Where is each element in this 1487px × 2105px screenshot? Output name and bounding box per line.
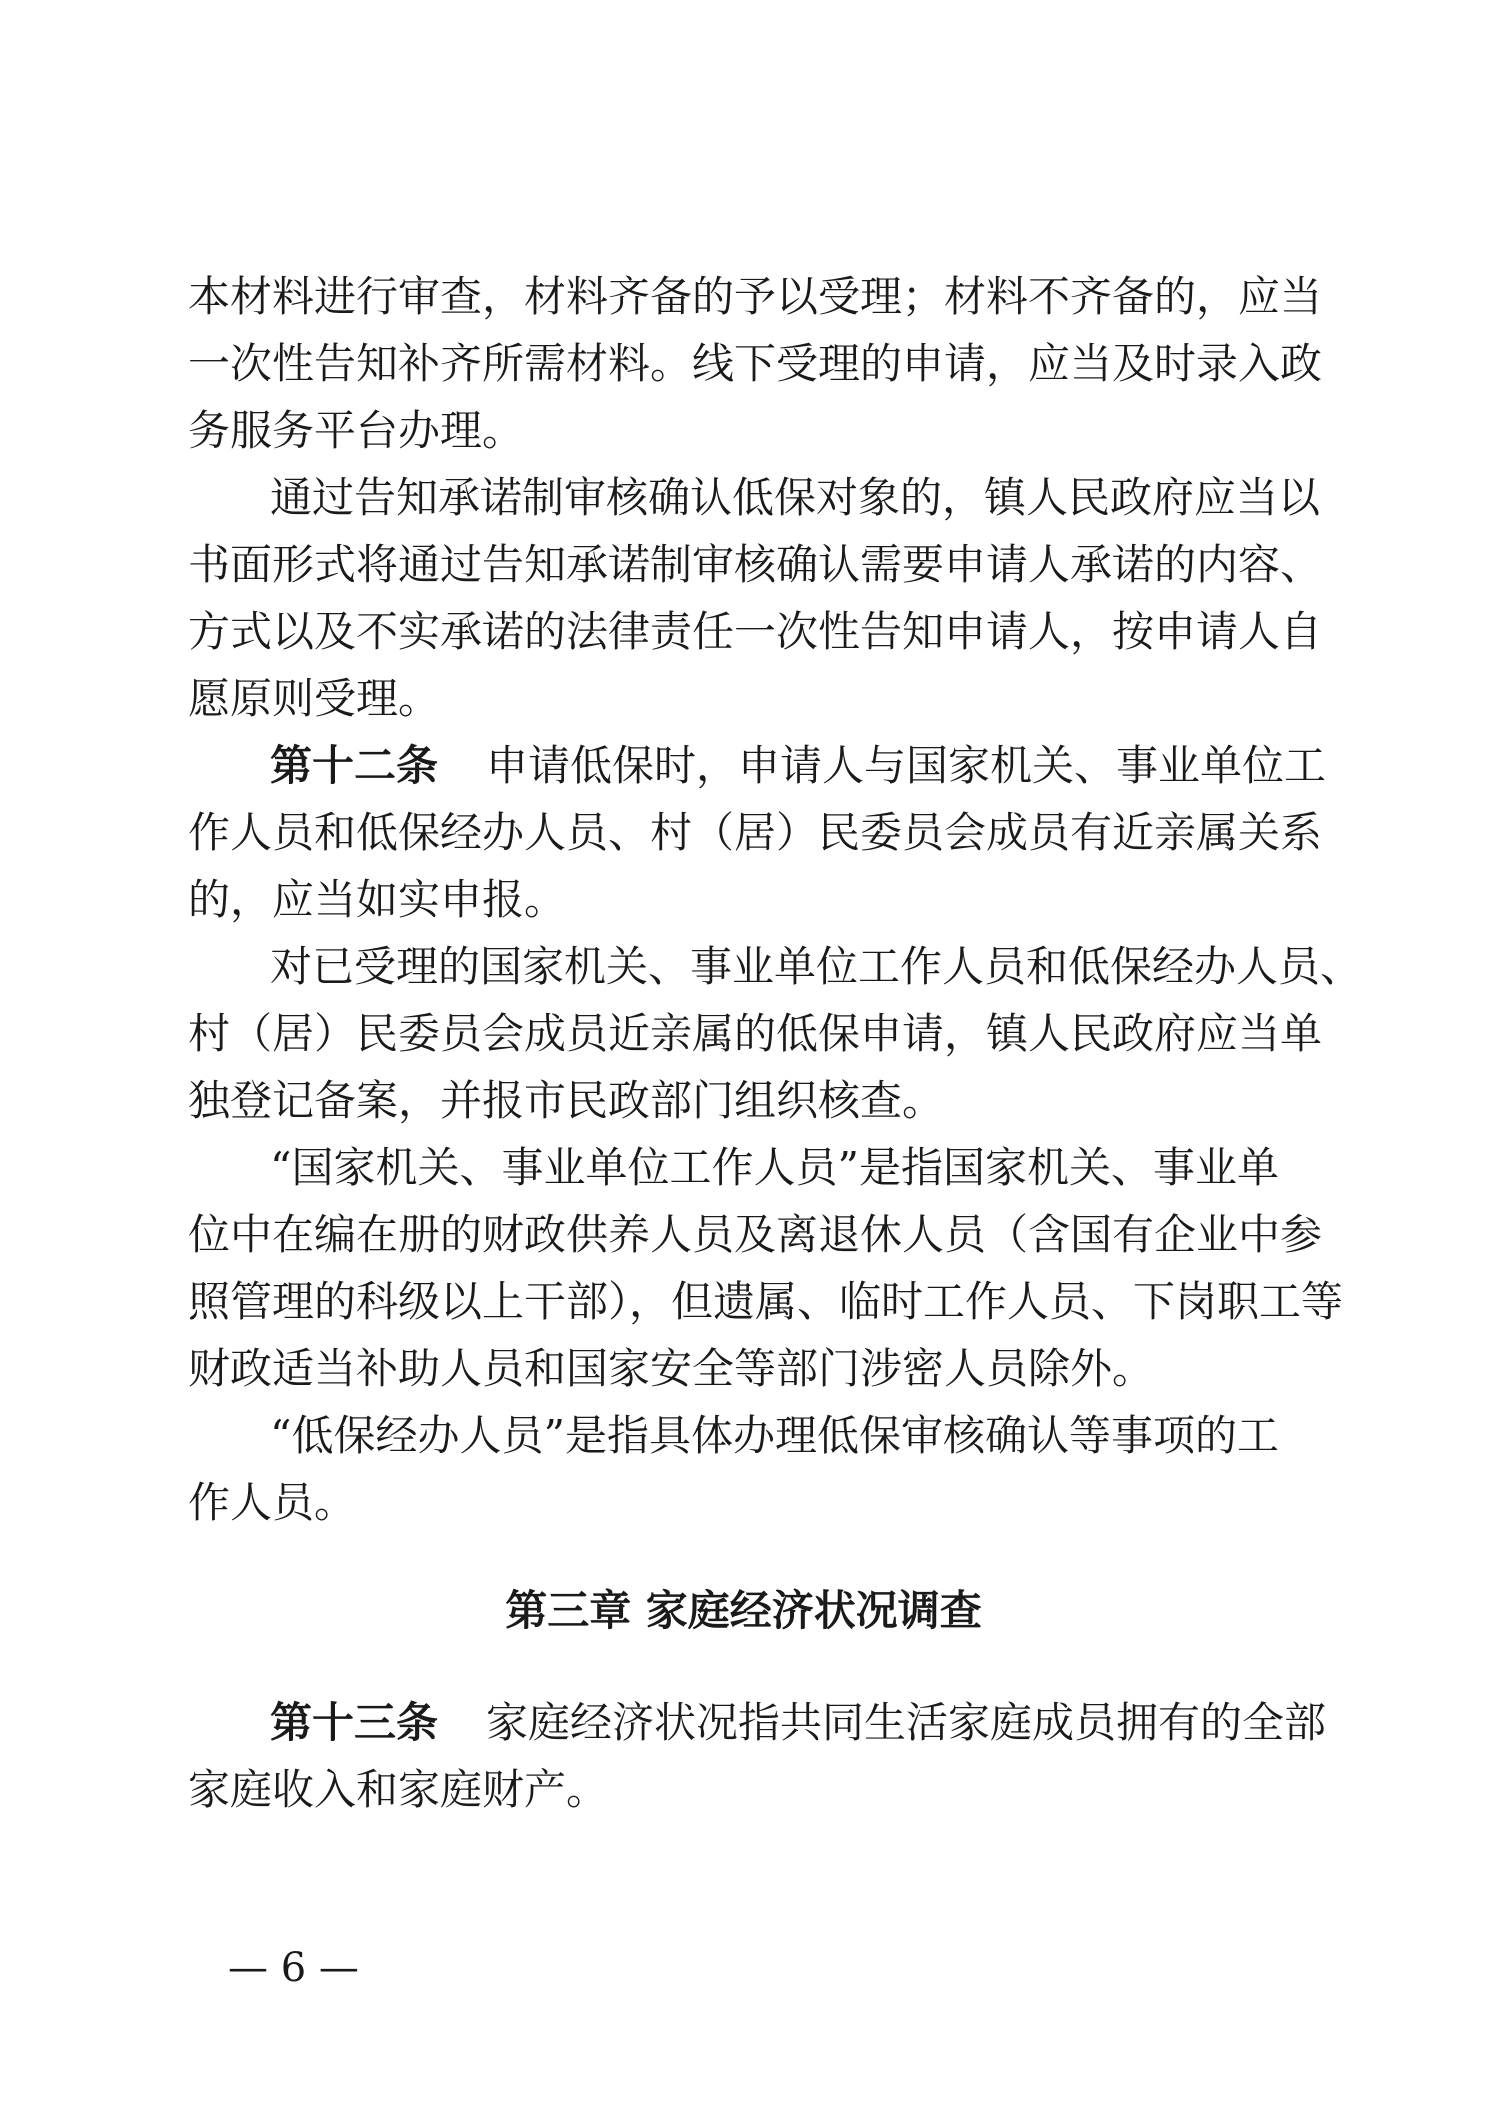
text-line: 通过告知承诺制审核确认低保对象的，镇人民政府应当以 — [270, 473, 1321, 522]
text-line: 村（居）民委员会成员近亲属的低保申请，镇人民政府应当单 — [188, 1009, 1323, 1058]
article-13-first-line — [270, 1698, 1327, 1747]
text-line: 财政适当补助人员和国家安全等部门涉密人员除外。 — [188, 1344, 1155, 1393]
text-line: “低保经办人员”是指具体办理低保审核确认等事项的工 — [270, 1411, 1279, 1460]
text-segment: 家庭经济状况指共同生活家庭成员拥有的全部 — [486, 1698, 1327, 1747]
text-line: “国家机关、事业单位工作人员”是指国家机关、事业单 — [270, 1143, 1279, 1192]
chapter-heading: 第三章 家庭经济状况调查 — [505, 1586, 982, 1635]
article-label: 第十二条 — [270, 741, 439, 790]
text-line: 本材料进行审查，材料齐备的予以受理；材料不齐备的，应当 — [188, 272, 1323, 321]
text-line: 方式以及不实承诺的法律责任一次性告知申请人，按申请人自 — [188, 607, 1323, 656]
text-line: 一次性告知补齐所需材料。线下受理的申请，应当及时录入政 — [188, 339, 1323, 388]
text-line: 照管理的科级以上干部），但遗属、临时工作人员、下岗职工等 — [188, 1277, 1344, 1326]
text-line: 愿原则受理。 — [188, 674, 441, 723]
text-line: 独登记备案，并报市民政部门组织核查。 — [188, 1076, 945, 1125]
article-label: 第十三条 — [270, 1698, 439, 1747]
text-line: 书面形式将通过告知承诺制审核确认需要申请人承诺的内容、 — [188, 540, 1323, 589]
article-12-first-line — [270, 741, 1327, 790]
text-line: 务服务平台办理。 — [188, 406, 525, 455]
page-number: — 6 — — [228, 1945, 359, 1991]
text-line: 位中在编在册的财政供养人员及离退休人员（含国有企业中参 — [188, 1210, 1323, 1259]
text-line: 作人员。 — [188, 1478, 357, 1527]
text-line: 作人员和低保经办人员、村（居）民委员会成员有近亲属关系 — [188, 808, 1323, 857]
text-line: 的，应当如实申报。 — [188, 875, 567, 924]
text-segment: 申请低保时，申请人与国家机关、事业单位工 — [486, 741, 1327, 790]
text-line: 家庭收入和家庭财产。 — [188, 1765, 609, 1814]
text-line: 对已受理的国家机关、事业单位工作人员和低保经办人员、 — [270, 942, 1363, 991]
